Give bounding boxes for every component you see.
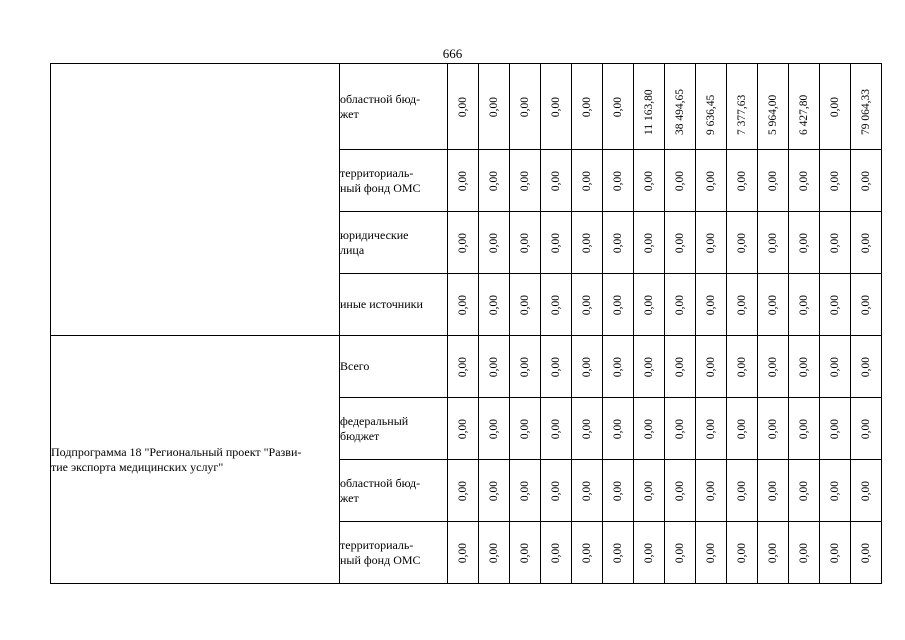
value-cell [820, 64, 851, 150]
value-text: 0,00 [829, 480, 841, 501]
value-cell [541, 274, 572, 336]
value-text: 0,00 [457, 418, 469, 439]
value-text: 0,00 [519, 356, 531, 377]
value-cell [603, 274, 634, 336]
value-text: 0,00 [643, 294, 655, 315]
value-text: 0,00 [829, 294, 841, 315]
value-cell [448, 336, 479, 398]
value-cell [696, 522, 727, 584]
value-text: 0,00 [798, 480, 810, 501]
value-cell [634, 336, 665, 398]
value-text: 0,00 [705, 232, 717, 253]
value-cell [758, 522, 789, 584]
value-text: 0,00 [457, 232, 469, 253]
value-cell [448, 64, 479, 150]
value-cell [758, 212, 789, 274]
table-row [51, 64, 882, 150]
value-cell [572, 212, 603, 274]
value-text: 0,00 [860, 480, 872, 501]
value-cell [448, 150, 479, 212]
value-text: 0,00 [829, 232, 841, 253]
value-text: 0,00 [488, 418, 500, 439]
value-text: 0,00 [612, 170, 624, 191]
funding-source-cell: федеральный бюджет [340, 398, 448, 460]
value-cell [789, 150, 820, 212]
value-text: 0,00 [705, 170, 717, 191]
funding-source-cell: территориаль- ный фонд ОМС [340, 522, 448, 584]
value-text: 0,00 [612, 480, 624, 501]
value-text: 0,00 [519, 294, 531, 315]
value-cell [510, 64, 541, 150]
value-text: 0,00 [581, 170, 593, 191]
value-cell [479, 274, 510, 336]
value-cell [789, 460, 820, 522]
value-text: 6 427,80 [798, 94, 810, 135]
value-text: 0,00 [457, 294, 469, 315]
value-cell [541, 212, 572, 274]
value-cell [727, 460, 758, 522]
value-text: 0,00 [457, 170, 469, 191]
value-cell [665, 212, 696, 274]
value-text: 11 163,80 [643, 89, 655, 135]
value-text: 0,00 [550, 480, 562, 501]
value-cell [789, 274, 820, 336]
value-cell [696, 64, 727, 150]
value-text: 0,00 [550, 170, 562, 191]
value-cell [665, 64, 696, 150]
value-text: 0,00 [457, 96, 469, 117]
value-cell [696, 460, 727, 522]
value-cell [448, 398, 479, 460]
value-cell [696, 274, 727, 336]
value-cell [727, 522, 758, 584]
value-cell [541, 64, 572, 150]
value-cell [634, 64, 665, 150]
value-text: 0,00 [612, 418, 624, 439]
value-cell [510, 150, 541, 212]
value-cell [479, 398, 510, 460]
value-text: 0,00 [860, 418, 872, 439]
value-text: 0,00 [767, 170, 779, 191]
value-text: 0,00 [860, 356, 872, 377]
value-text: 0,00 [519, 170, 531, 191]
value-text: 0,00 [860, 170, 872, 191]
funding-source-cell: Всего [340, 336, 448, 398]
funding-source-cell: территориаль- ный фонд ОМС [340, 150, 448, 212]
value-cell [727, 64, 758, 150]
value-cell [758, 336, 789, 398]
value-text: 0,00 [643, 232, 655, 253]
value-text: 0,00 [488, 232, 500, 253]
value-cell [541, 522, 572, 584]
value-text: 0,00 [457, 356, 469, 377]
value-cell [479, 64, 510, 150]
value-cell [448, 274, 479, 336]
value-text: 0,00 [457, 542, 469, 563]
value-cell [851, 64, 882, 150]
value-text: 0,00 [457, 480, 469, 501]
value-cell [603, 150, 634, 212]
value-cell [479, 212, 510, 274]
page-number: 666 [442, 46, 463, 61]
value-text: 0,00 [488, 96, 500, 117]
value-text: 9 636,45 [705, 94, 717, 135]
funding-source-cell: областной бюд- жет [340, 460, 448, 522]
value-text: 0,00 [519, 542, 531, 563]
value-cell [665, 522, 696, 584]
value-text: 0,00 [581, 480, 593, 501]
value-cell [851, 522, 882, 584]
value-cell [448, 522, 479, 584]
value-cell [479, 460, 510, 522]
value-cell [634, 150, 665, 212]
value-cell [603, 64, 634, 150]
value-text: 0,00 [829, 542, 841, 563]
value-cell [479, 336, 510, 398]
value-cell [789, 336, 820, 398]
value-text: 0,00 [767, 294, 779, 315]
value-cell [603, 460, 634, 522]
value-text: 0,00 [736, 356, 748, 377]
value-cell [634, 212, 665, 274]
value-cell [727, 274, 758, 336]
value-text: 0,00 [798, 294, 810, 315]
value-text: 0,00 [643, 356, 655, 377]
value-text: 0,00 [612, 294, 624, 315]
value-text: 0,00 [860, 294, 872, 315]
value-text: 38 494,65 [674, 89, 686, 135]
value-cell [696, 336, 727, 398]
value-text: 0,00 [736, 480, 748, 501]
value-cell [851, 460, 882, 522]
value-text: 0,00 [519, 418, 531, 439]
value-text: 0,00 [674, 542, 686, 563]
value-cell [479, 522, 510, 584]
value-text: 0,00 [643, 542, 655, 563]
value-cell [634, 522, 665, 584]
value-text: 0,00 [643, 170, 655, 191]
value-cell [789, 212, 820, 274]
value-text: 0,00 [705, 418, 717, 439]
table-body [51, 64, 882, 584]
value-text: 0,00 [674, 232, 686, 253]
value-cell [572, 398, 603, 460]
value-cell [789, 398, 820, 460]
value-cell [603, 336, 634, 398]
value-text: 0,00 [767, 480, 779, 501]
value-cell [851, 274, 882, 336]
value-text: 0,00 [798, 232, 810, 253]
value-cell [603, 212, 634, 274]
value-text: 0,00 [829, 170, 841, 191]
value-cell [820, 460, 851, 522]
value-text: 0,00 [612, 542, 624, 563]
funding-source-cell: областной бюд- жет [340, 64, 448, 150]
value-cell [665, 150, 696, 212]
funding-source-cell: юридические лица [340, 212, 448, 274]
value-cell [603, 522, 634, 584]
value-cell [634, 460, 665, 522]
value-cell [820, 398, 851, 460]
value-text: 0,00 [674, 170, 686, 191]
value-text: 0,00 [612, 232, 624, 253]
value-cell [696, 150, 727, 212]
value-cell [851, 150, 882, 212]
value-text: 0,00 [674, 294, 686, 315]
value-text: 0,00 [550, 96, 562, 117]
value-text: 0,00 [550, 418, 562, 439]
value-text: 0,00 [581, 542, 593, 563]
value-cell [603, 398, 634, 460]
value-cell [572, 64, 603, 150]
value-text: 0,00 [860, 542, 872, 563]
value-text: 0,00 [736, 418, 748, 439]
value-cell [696, 398, 727, 460]
value-cell [665, 398, 696, 460]
value-text: 0,00 [705, 480, 717, 501]
value-text: 0,00 [612, 356, 624, 377]
value-text: 0,00 [488, 356, 500, 377]
value-text: 0,00 [736, 232, 748, 253]
value-text: 0,00 [767, 542, 779, 563]
value-text: 0,00 [860, 232, 872, 253]
value-cell [510, 274, 541, 336]
value-text: 0,00 [767, 418, 779, 439]
value-cell [820, 522, 851, 584]
value-text: 0,00 [798, 170, 810, 191]
value-text: 0,00 [581, 418, 593, 439]
value-cell [789, 522, 820, 584]
value-text: 0,00 [674, 418, 686, 439]
value-cell [479, 150, 510, 212]
value-cell [820, 274, 851, 336]
value-text: 0,00 [705, 294, 717, 315]
value-cell [727, 150, 758, 212]
value-text: 0,00 [581, 232, 593, 253]
value-cell [572, 274, 603, 336]
value-text: 0,00 [798, 356, 810, 377]
value-text: 0,00 [674, 356, 686, 377]
value-cell [572, 522, 603, 584]
table-row [51, 336, 882, 398]
value-cell [758, 460, 789, 522]
program-name-cell [51, 64, 340, 336]
value-cell [727, 336, 758, 398]
value-text: 0,00 [705, 356, 717, 377]
value-cell [448, 212, 479, 274]
value-cell [541, 150, 572, 212]
value-cell [758, 64, 789, 150]
value-cell [572, 336, 603, 398]
value-text: 0,00 [550, 232, 562, 253]
value-cell [758, 150, 789, 212]
value-text: 0,00 [581, 356, 593, 377]
value-cell [851, 398, 882, 460]
value-cell [665, 336, 696, 398]
value-text: 0,00 [736, 294, 748, 315]
value-text: 7 377,63 [736, 94, 748, 135]
value-cell [851, 336, 882, 398]
value-cell [510, 212, 541, 274]
value-text: 0,00 [550, 356, 562, 377]
value-cell [510, 398, 541, 460]
value-text: 0,00 [550, 294, 562, 315]
value-text: 0,00 [519, 96, 531, 117]
value-cell [851, 212, 882, 274]
value-cell [820, 150, 851, 212]
funding-source-cell: иные источники [340, 274, 448, 336]
value-cell [541, 336, 572, 398]
value-text: 0,00 [829, 356, 841, 377]
value-text: 0,00 [612, 96, 624, 117]
value-cell [541, 398, 572, 460]
value-text: 79 064,33 [860, 89, 872, 135]
value-cell [820, 212, 851, 274]
value-text: 0,00 [488, 294, 500, 315]
value-text: 0,00 [581, 96, 593, 117]
value-text: 0,00 [767, 356, 779, 377]
value-cell [789, 64, 820, 150]
value-cell [448, 460, 479, 522]
value-cell [696, 212, 727, 274]
value-cell [510, 336, 541, 398]
value-text: 0,00 [767, 232, 779, 253]
value-text: 0,00 [519, 232, 531, 253]
value-cell [758, 398, 789, 460]
value-text: 0,00 [519, 480, 531, 501]
value-text: 0,00 [798, 418, 810, 439]
value-text: 0,00 [798, 542, 810, 563]
value-cell [665, 274, 696, 336]
value-text: 5 964,00 [767, 94, 779, 135]
value-cell [634, 274, 665, 336]
value-cell [510, 522, 541, 584]
value-text: 0,00 [488, 480, 500, 501]
value-cell [572, 460, 603, 522]
value-text: 0,00 [736, 170, 748, 191]
budget-table [50, 63, 882, 584]
value-cell [758, 274, 789, 336]
value-text: 0,00 [736, 542, 748, 563]
program-name-cell: Подпрограмма 18 "Региональный проект "Разви- тие экспорта медицинских услуг" [51, 336, 340, 584]
value-cell [727, 398, 758, 460]
value-cell [727, 212, 758, 274]
value-text: 0,00 [705, 542, 717, 563]
value-text: 0,00 [674, 480, 686, 501]
value-cell [510, 460, 541, 522]
value-text: 0,00 [829, 96, 841, 117]
value-text: 0,00 [643, 480, 655, 501]
value-text: 0,00 [581, 294, 593, 315]
value-text: 0,00 [643, 418, 655, 439]
value-cell [541, 460, 572, 522]
value-text: 0,00 [488, 170, 500, 191]
value-cell [572, 150, 603, 212]
value-cell [665, 460, 696, 522]
value-cell [820, 336, 851, 398]
value-text: 0,00 [550, 542, 562, 563]
value-cell [634, 398, 665, 460]
value-text: 0,00 [488, 542, 500, 563]
value-text: 0,00 [829, 418, 841, 439]
